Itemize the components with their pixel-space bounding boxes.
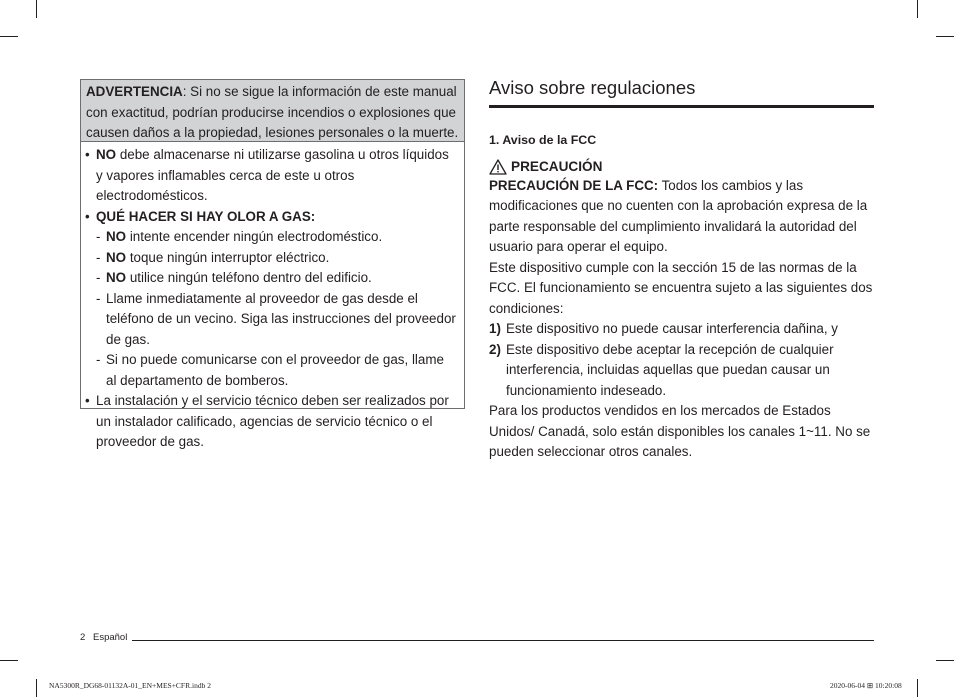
fcc-caution-body: Todos los cambios y las modificaciones que no cuenten con la aprobación expresa de la parte responsable del cumplimiento invalidará la autoridad del usuario para operar el equipo. (489, 177, 868, 254)
dash-glyph: - (96, 270, 101, 285)
crop-mark (36, 679, 37, 697)
dash-bold: NO (106, 249, 127, 265)
print-slug-file: NA5300R_DG68-01132A-01_EN+MES+CFR.indb 2 (49, 681, 211, 690)
fcc-caution-text (489, 176, 877, 258)
regulations-section (489, 75, 877, 463)
footer-rule (132, 640, 874, 641)
warning-bullet (85, 145, 458, 207)
dash-glyph: - (96, 249, 101, 265)
condition-number: 1) (489, 321, 501, 336)
fcc-caution-label: PRECAUCIÓN DE LA FCC: (489, 177, 659, 193)
warning-heading-text: : Si no se sigue la información de este manual con exactitud, podrían producirse incendios o explosiones que causen daños a la propiedad, lesiones personales o la muerte. (86, 84, 459, 140)
condition-text: Este dispositivo no puede causar interferencia dañina, y (506, 321, 838, 336)
warning-dash-item (85, 248, 458, 269)
footer-language: Español (93, 632, 128, 643)
crop-mark (936, 36, 954, 37)
warning-bullet (85, 391, 458, 453)
subsection-title: 1. Aviso de la FCC (489, 132, 597, 147)
warning-dash-item (85, 289, 458, 351)
crop-mark (0, 660, 18, 661)
compliance-paragraph: Este dispositivo cumple con la sección 15 de las normas de la FCC. El funcionamiento se encuentra sujeto a las siguientes dos condiciones: (489, 259, 873, 316)
section-title: Aviso sobre regulaciones (489, 77, 696, 98)
crop-mark (936, 660, 954, 661)
bullet-bold: NO (96, 147, 117, 162)
condition-item (489, 319, 877, 340)
bullet-glyph: • (85, 147, 90, 162)
dash-text: Llame inmediatamente al proveedor de gas desde el teléfono de un vecino. Siga las instrucciones del proveedor de gas. (106, 290, 456, 347)
dash-text: Si no puede comunicarse con el proveedor de gas, llame al departamento de bomberos. (106, 352, 444, 388)
bullet-glyph: • (85, 393, 90, 408)
warning-box (80, 79, 465, 449)
dash-text: utilice ningún teléfono dentro del edificio. (126, 270, 372, 285)
print-slug-date: 2020-06-04 ⊞ 10:20:08 (830, 681, 902, 690)
bullet-text: debe almacenarse ni utilizarse gasolina u otros líquidos y vapores inflamables cerca de este u otros electrodomésticos. (96, 147, 449, 203)
dash-text: toque ningún interruptor eléctrico. (126, 249, 330, 265)
dash-glyph: - (96, 290, 101, 306)
crop-mark (917, 0, 918, 18)
crop-mark (917, 679, 918, 697)
condition-text: Este dispositivo debe aceptar la recepción de cualquier interferencia, incluidas aquellas que puedan causar un funcionamiento indeseado. (506, 341, 834, 398)
warning-bullet (85, 207, 458, 228)
warning-label: ADVERTENCIA (86, 84, 183, 99)
bullet-text: La instalación y el servicio técnico deben ser realizados por un instalador calificado, agencias de servicio técnico o el proveedor de gas. (96, 393, 449, 449)
warning-dash-item (85, 350, 458, 391)
dash-bold: NO (106, 229, 127, 244)
caution-label: PRECAUCIÓN (511, 158, 603, 174)
gas-smell-heading: QUÉ HACER SI HAY OLOR A GAS: (96, 208, 316, 224)
dash-bold: NO (106, 270, 127, 285)
page-number: 2 (80, 632, 86, 643)
warning-dash-item (85, 268, 458, 289)
dash-glyph: - (96, 352, 101, 367)
warning-heading (81, 80, 464, 142)
bullet-glyph: • (85, 208, 90, 224)
crop-mark (36, 0, 37, 18)
dash-glyph: - (96, 229, 101, 244)
dash-text: intente encender ningún electrodoméstico. (126, 229, 383, 244)
condition-item (489, 340, 877, 402)
warning-dash-item (85, 227, 458, 248)
condition-number: 2) (489, 341, 501, 357)
crop-mark (0, 36, 18, 37)
caution-heading (489, 158, 877, 176)
warning-triangle-icon (489, 159, 507, 175)
title-rule (489, 105, 874, 108)
channels-paragraph: Para los productos vendidos en los mercados de Estados Unidos/ Canadá, solo están disponibles los canales 1~11. No se pueden seleccionar otros canales. (489, 403, 871, 459)
warning-list (81, 142, 464, 453)
